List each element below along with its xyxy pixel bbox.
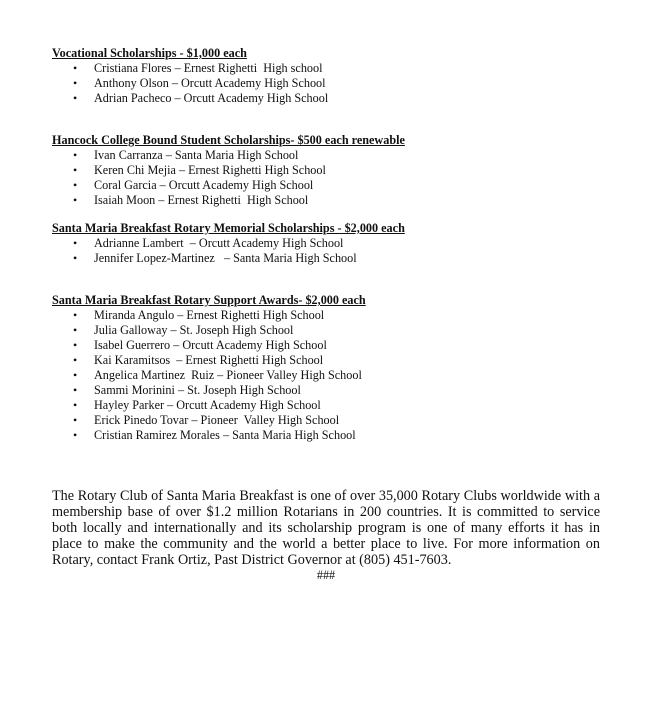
end-mark: ### [316, 568, 336, 582]
recipient-list [52, 61, 602, 106]
recipient-list [52, 148, 602, 208]
section-support-awards [52, 293, 602, 443]
list-item: • Ivan Carranza – Santa Maria High School [52, 148, 602, 163]
list-item: • Cristian Ramirez Morales – Santa Maria High School [52, 428, 602, 443]
list-item: • Adrian Pacheco – Orcutt Academy High School [52, 91, 602, 106]
list-item: • Isabel Guerrero – Orcutt Academy High School [52, 338, 602, 353]
section-vocational-scholarships [52, 46, 602, 106]
list-item: • Anthony Olson – Orcutt Academy High School [52, 76, 602, 91]
section-heading: Hancock College Bound Student Scholarships- $500 each renewable [52, 133, 405, 147]
list-item: • Coral Garcia – Orcutt Academy High School [52, 178, 602, 193]
section-hancock-college-scholarships [52, 133, 602, 208]
spacer [52, 106, 602, 133]
section-heading: Vocational Scholarships - $1,000 each [52, 46, 247, 60]
spacer [52, 266, 602, 293]
list-item: • Cristiana Flores – Ernest Righetti High school [52, 61, 602, 76]
list-item: • Angelica Martinez Ruiz – Pioneer Valley High School [52, 368, 602, 383]
section-memorial-scholarships [52, 221, 602, 266]
list-item: • Adrianne Lambert – Orcutt Academy High School [52, 236, 602, 251]
recipient-list [52, 308, 602, 443]
spacer [52, 208, 602, 221]
list-item: • Isaiah Moon – Ernest Righetti High School [52, 193, 602, 208]
list-item: • Sammi Morinini – St. Joseph High School [52, 383, 602, 398]
list-item: • Hayley Parker – Orcutt Academy High School [52, 398, 602, 413]
closing-paragraph: The Rotary Club of Santa Maria Breakfast is one of over 35,000 Rotary Clubs worldwide with a membership base of over $1.2 million Rotarians in 200 countries. It is committed to service both locally and internationally and its scholarship program is one of many efforts it has in place to make the community and the world a better place to live. For more information on Rotary, contact Frank Ortiz, Past District Governor at (805) 451-7603. [52, 488, 600, 568]
list-item: • Julia Galloway – St. Joseph High School [52, 323, 602, 338]
spacer [52, 443, 602, 488]
list-item: • Kai Karamitsos – Ernest Righetti High School [52, 353, 602, 368]
section-heading: Santa Maria Breakfast Rotary Support Awards- $2,000 each [52, 293, 366, 307]
list-item: • Jennifer Lopez-Martinez – Santa Maria High School [52, 251, 602, 266]
list-item: • Keren Chi Mejia – Ernest Righetti High School [52, 163, 602, 178]
recipient-list [52, 236, 602, 266]
document-page [52, 46, 602, 582]
section-heading: Santa Maria Breakfast Rotary Memorial Scholarships - $2,000 each [52, 221, 405, 235]
list-item: • Miranda Angulo – Ernest Righetti High School [52, 308, 602, 323]
list-item: • Erick Pinedo Tovar – Pioneer Valley High School [52, 413, 602, 428]
